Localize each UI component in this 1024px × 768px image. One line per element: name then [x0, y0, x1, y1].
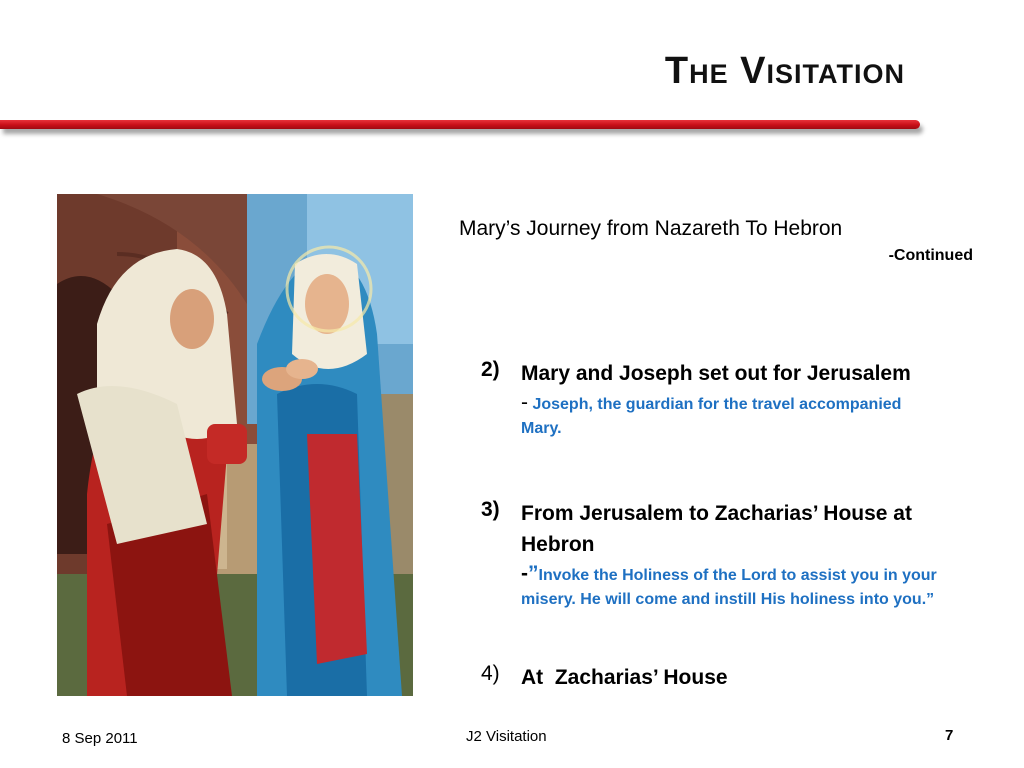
note-text: Joseph, the guardian for the travel accompanied Mary.: [521, 396, 902, 437]
visitation-painting: [57, 194, 413, 696]
list-item: [481, 498, 951, 612]
footer-title: J2 Visitation: [466, 728, 547, 745]
title-divider-rule: [0, 120, 920, 129]
list-item: [481, 358, 951, 441]
list-item-heading: Mary and Joseph set out for Jerusalem: [521, 362, 911, 385]
list-item-note: [521, 391, 941, 441]
slide-title: The Visitation: [664, 50, 905, 92]
footer-date: 8 Sep 2011: [62, 730, 138, 747]
note-dash: -: [521, 391, 528, 414]
page-number: 7: [945, 727, 954, 744]
list-item-number: 3): [481, 498, 500, 521]
list-item-note: [521, 562, 941, 612]
list-item-heading: From Jerusalem to Zacharias’ House at Hebron: [521, 502, 912, 556]
note-text: Invoke the Holiness of the Lord to assist you in your misery. He will come and instill His holiness into you.”: [521, 567, 937, 608]
list-item-heading: At Zacharias’ House: [521, 666, 728, 689]
list-item: [481, 662, 951, 693]
list-item-number: 4): [481, 662, 500, 685]
subtitle-continued: -Continued: [888, 247, 973, 264]
note-open-quote: ”: [528, 562, 539, 585]
list-item-number: 2): [481, 358, 500, 381]
slide-subtitle: Mary’s Journey from Nazareth To Hebron: [459, 217, 843, 240]
note-dash: -: [521, 562, 528, 585]
